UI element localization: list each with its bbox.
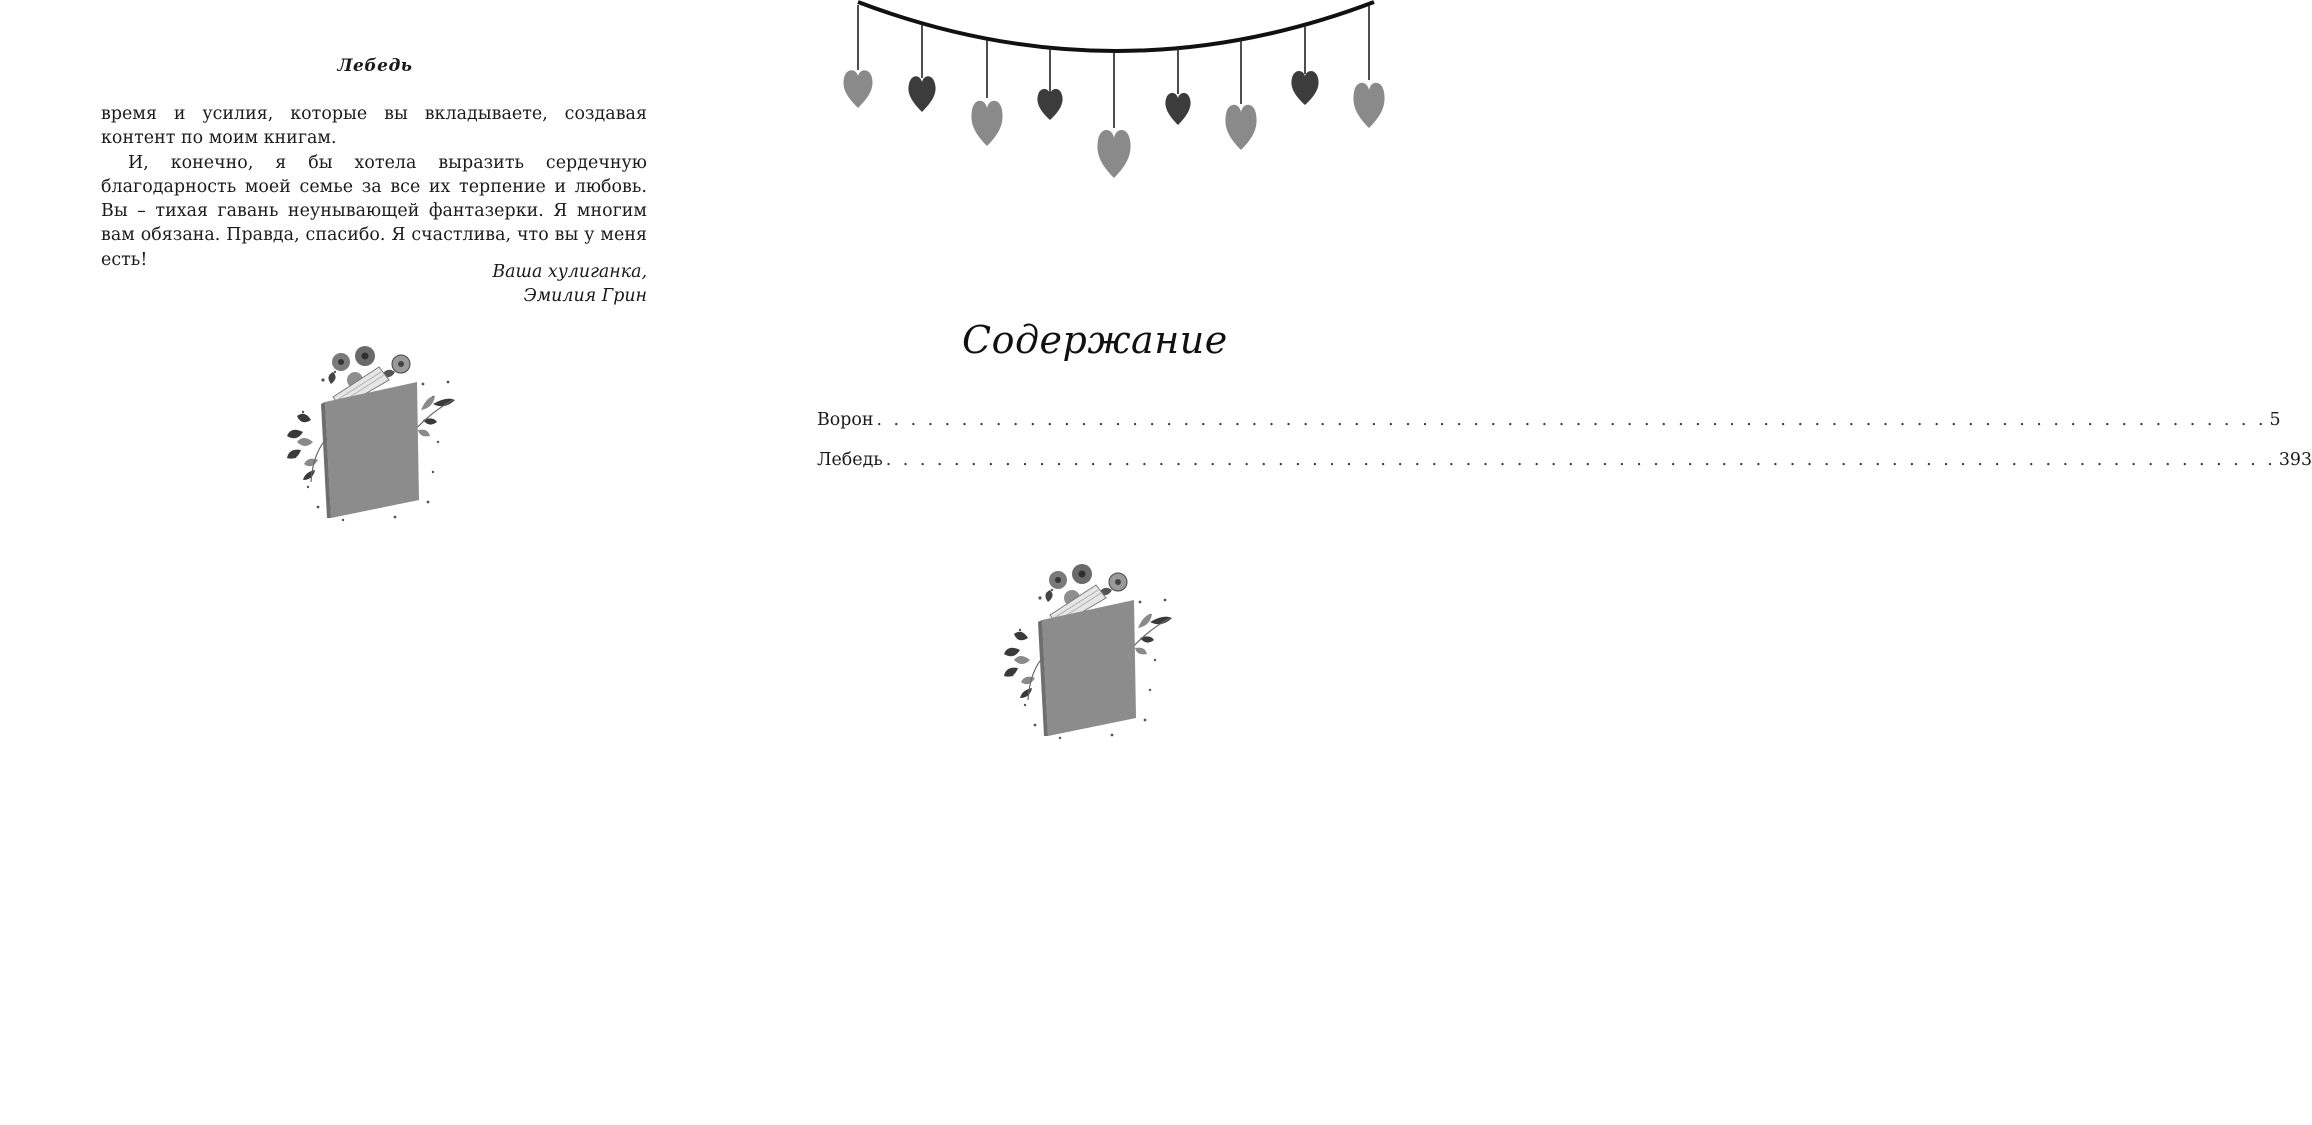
toc-entry-label: Ворон bbox=[817, 410, 874, 430]
toc-leader-dots: . . . . . . . . . . . . . . . . . . . . . . . . . . . . . . . . . . . . . . . . . . . . . . . . . . . . . . . . . . . . . . . . . . . . . . . . . . . . . . . . . . bbox=[876, 410, 2267, 430]
body-text bbox=[101, 102, 647, 272]
paragraph-1: время и усилия, которые вы вкладываете, создавая контент по моим книгам. bbox=[101, 104, 647, 149]
book-flowers-icon bbox=[1000, 560, 1185, 745]
toc-entry-label: Лебедь bbox=[817, 450, 883, 470]
left-page bbox=[0, 0, 732, 1125]
signature-line-1: Ваша хулиганка, bbox=[492, 262, 647, 282]
running-head: Лебедь bbox=[337, 56, 413, 76]
toc-entry[interactable] bbox=[817, 410, 2281, 450]
toc-entry[interactable] bbox=[817, 450, 2312, 490]
book-flowers-icon bbox=[283, 342, 468, 527]
heart-garland bbox=[836, 0, 1396, 189]
toc-leader-dots: . . . . . . . . . . . . . . . . . . . . . . . . . . . . . . . . . . . . . . . . . . . . . . . . . . . . . . . . . . . . . . . . . . . . . . . . . . . . . . . . . . bbox=[885, 450, 2276, 470]
toc-title: Содержание bbox=[962, 318, 1228, 362]
paragraph-2: И, конечно, я бы хотела выразить сердечную благодарность моей семье за все их терпение и любовь. Вы – тихая гавань неунывающей фантазерки. Я многим вам обязана. Правда, спасибо. Я счастлива, что вы у меня есть! bbox=[101, 152, 647, 270]
table-of-contents bbox=[817, 410, 2312, 490]
heart-garland-icon bbox=[836, 0, 1396, 185]
book-flowers-illustration bbox=[1000, 560, 1185, 749]
book-flowers-illustration bbox=[283, 342, 468, 531]
toc-entry-page: 5 bbox=[2269, 410, 2281, 430]
signature bbox=[101, 260, 647, 309]
toc-entry-page: 393 bbox=[2278, 450, 2312, 470]
signature-line-2: Эмилия Грин bbox=[523, 286, 647, 307]
